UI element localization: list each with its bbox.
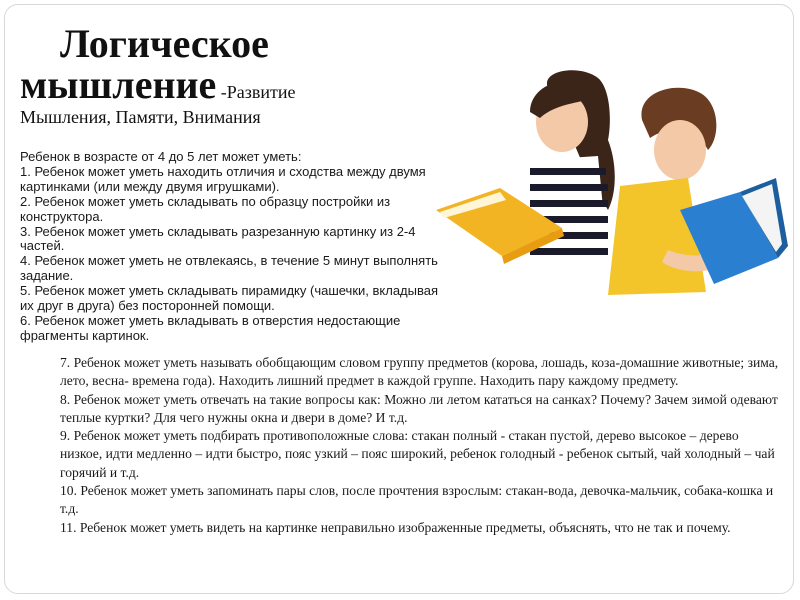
title-line-1: Логическое (60, 21, 269, 66)
main-item: 8. Ребенок может уметь отвечать на такие вопросы как: Можно ли летом кататься на санках? Почему? Зачем зимой одевают теплые куртки? Для чего нужны окна и двери в доме? И т.д. (60, 391, 778, 425)
title-line-2 (20, 63, 296, 107)
intro-item: 5. Ребенок может уметь складывать пирамидку (чашечки, вкладывая их друг в друга) без посторонней помощи. (20, 283, 439, 314)
main-item: 9. Ребенок может уметь подбирать противоположные слова: стакан полный - стакан пустой, дерево высокое – дерево низкое, идти медленно – идти быстро, пояс узкий – пояс широкий, ребенок голодный - ребенок сытый, чай холодный – чай горячий и т.д. (60, 428, 775, 480)
intro-item: 6. Ребенок может уметь вкладывать в отверстия недостающие фрагменты картинок. (20, 312, 401, 343)
intro-heading: Ребенок в возрасте от 4 до 5 лет может уметь: (20, 149, 302, 164)
main-block (60, 354, 780, 537)
girl-striped-shirt (530, 156, 608, 266)
main-item: 7. Ребенок может уметь называть обобщающим словом группу предметов (корова, лошадь, коза-домашние животные; зима, лето, весна- времена года). Находить лишний предмет в каждой группе. Находить пару каждому предмету. (60, 355, 779, 389)
intro-item: 1. Ребенок может уметь находить отличия и сходства между двумя картинками (или между двумя игрушками). (20, 163, 426, 194)
title-word: мышление (20, 62, 217, 107)
intro-item: 4. Ребенок может уметь не отвлекаясь, в течение 5 минут выполнять задание. (20, 253, 438, 284)
intro-item: 3. Ребенок может уметь складывать разрезанную картинку из 2-4 частей. (20, 223, 416, 254)
intro-item: 2. Ребенок может уметь складывать по образцу постройки из конструктора. (20, 193, 391, 224)
boy-yellow-shirt (608, 178, 706, 295)
subtitle-part-1: -Развитие (216, 82, 296, 102)
boy-face (654, 120, 706, 180)
subtitle-part-2: Мышления, Памяти, Внимания (20, 107, 261, 127)
main-item: 11. Ребенок может уметь видеть на картинке неправильно изображенные предметы, объяснять, что не так и почему. (60, 519, 731, 535)
children-reading-photo (430, 60, 790, 295)
main-item: 10. Ребенок может уметь запоминать пары слов, после прочтения взрослым: стакан-вода, девочка-мальчик, собака-кошка и т.д. (60, 483, 774, 517)
intro-block (20, 150, 440, 344)
